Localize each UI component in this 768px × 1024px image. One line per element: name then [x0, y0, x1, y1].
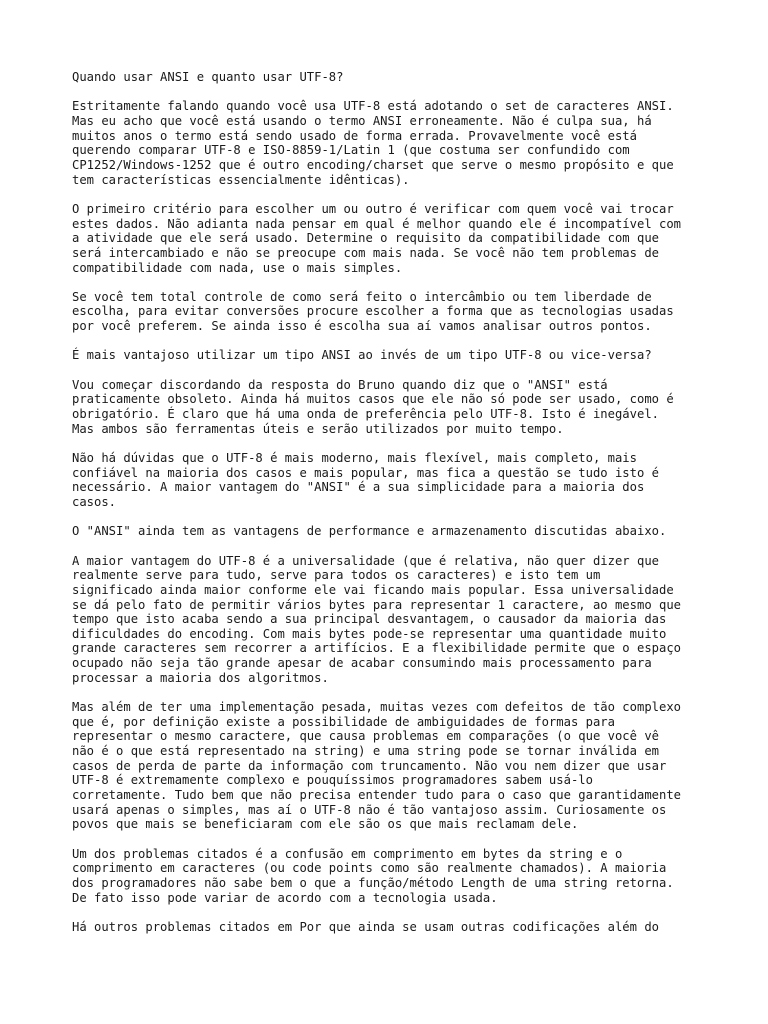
text-line: compatibilidade com nada, use o mais simples.	[72, 260, 403, 275]
text-line: Vou começar discordando da resposta do Bruno quando diz que o "ANSI" está	[72, 377, 608, 392]
text-line: Há outros problemas citados em Por que ainda se usam outras codificações além do	[72, 919, 659, 934]
text-line: escolha, para evitar conversões procure escolher a forma que as tecnologias usadas	[72, 304, 674, 319]
text-line: será intercambiado e não se preocupe com mais nada. Se você não tem problemas de	[72, 245, 659, 260]
text-line: realmente serve para tudo, serve para todos os caracteres) e isto tem um	[72, 568, 601, 583]
text-line: tem características essencialmente idênticas).	[72, 172, 410, 187]
text-line: a atividade que ele será usado. Determine o requisito da compatibilidade com que	[72, 231, 659, 246]
text-line: Um dos problemas citados é a confusão em comprimento em bytes da string e o	[72, 846, 623, 861]
text-line: ocupado não seja tão grande apesar de acabar consumindo mais processamento para	[72, 656, 652, 671]
paragraph	[72, 202, 712, 275]
text-line: dos programadores não sabe bem o que a função/método Length de uma string retorna.	[72, 875, 674, 890]
paragraph	[72, 451, 712, 510]
text-line: Mas ambos são ferramentas úteis e serão utilizados por muito tempo.	[72, 421, 564, 436]
text-line: usará apenas o simples, mas aí o UTF-8 não é tão vantajoso assim. Curiosamente os	[72, 802, 667, 817]
text-line: querendo comparar UTF-8 e ISO-8859-1/Latin 1 (que costuma ser confundido com	[72, 143, 630, 158]
text-line: muitos anos o termo está sendo usado de forma errada. Provavelmente você está	[72, 128, 637, 143]
document-body	[72, 70, 712, 949]
text-line: processar a maioria dos algoritmos.	[72, 670, 329, 685]
text-line: A maior vantagem do UTF-8 é a universalidade (que é relativa, não quer dizer que	[72, 553, 659, 568]
text-line: O primeiro critério para escolher um ou outro é verificar com quem você vai trocar	[72, 201, 674, 216]
text-line: Quando usar ANSI e quanto usar UTF-8?	[72, 70, 344, 84]
text-line: O "ANSI" ainda tem as vantagens de performance e armazenamento discutidas abaixo.	[72, 524, 667, 539]
paragraph	[72, 378, 712, 437]
text-line: Mas além de ter uma implementação pesada, muitas vezes com defeitos de tão complexo	[72, 700, 682, 715]
text-line: praticamente obsoleto. Ainda há muitos casos que ele não só pode ser usado, como é	[72, 392, 674, 407]
text-line: Se você tem total controle de como será feito o intercâmbio ou tem liberdade de	[72, 289, 652, 304]
text-line: se dá pelo fato de permitir vários bytes para representar 1 caractere, ao mesmo que	[72, 597, 682, 612]
text-line: representar o mesmo caractere, que causa problemas em comparações (o que você vê	[72, 729, 659, 744]
text-line: significado ainda maior conforme ele vai ficando mais popular. Essa universalidade	[72, 582, 674, 597]
text-line: É mais vantajoso utilizar um tipo ANSI ao invés de um tipo UTF-8 ou vice-versa?	[72, 348, 652, 363]
paragraph	[72, 99, 712, 187]
text-line: CP1252/Windows-1252 que é outro encoding/charset que serve o mesmo propósito e que	[72, 157, 674, 172]
text-line: Não há dúvidas que o UTF-8 é mais moderno, mais flexível, mais completo, mais	[72, 450, 637, 465]
text-line: Estritamente falando quando você usa UTF-8 está adotando o set de caracteres ANSI.	[72, 99, 674, 114]
text-line: comprimento em caracteres (ou code points como são realmente chamados). A maioria	[72, 861, 667, 876]
paragraph	[72, 554, 712, 686]
text-line: por você preferem. Se ainda isso é escolha sua aí vamos analisar outros pontos.	[72, 319, 652, 334]
paragraph	[72, 700, 712, 832]
text-line: tempo que isto acaba sendo a sua principal desvantagem, o causador da maioria das	[72, 612, 667, 627]
text-line: estes dados. Não adianta nada pensar em qual é melhor quando ele é incompatível com	[72, 216, 682, 231]
paragraph	[72, 70, 712, 85]
paragraph	[72, 847, 712, 906]
paragraph	[72, 524, 712, 539]
paragraph	[72, 290, 712, 334]
text-line: necessário. A maior vantagem do "ANSI" é a sua simplicidade para a maioria dos	[72, 480, 645, 495]
text-line: que é, por definição existe a possibilidade de ambiguidades de formas para	[72, 714, 615, 729]
text-line: casos.	[72, 494, 117, 509]
text-line: povos que mais se beneficiaram com ele são os que mais reclamam dele.	[72, 817, 579, 832]
text-line: corretamente. Tudo bem que não precisa entender tudo para o caso que garantidamente	[72, 788, 682, 803]
paragraph	[72, 348, 712, 363]
text-line: UTF-8 é extremamente complexo e pouquíssimos programadores sabem usá-lo	[72, 773, 593, 788]
text-line: Mas eu acho que você está usando o termo ANSI erroneamente. Não é culpa sua, há	[72, 113, 652, 128]
text-line: casos de perda de parte da informação com truncamento. Não vou nem dizer que usar	[72, 758, 667, 773]
text-line: obrigatório. É claro que há uma onda de preferência pelo UTF-8. Isto é inegável.	[72, 407, 659, 422]
text-line: dificuldades do encoding. Com mais bytes pode-se representar uma quantidade muito	[72, 626, 667, 641]
text-line: grande caracteres sem recorrer a artifícios. E a flexibilidade permite que o espaço	[72, 641, 682, 656]
text-line: não é o que está representado na string) e uma string pode se tornar inválida em	[72, 744, 659, 759]
text-line: confiável na maioria dos casos e mais popular, mas fica a questão se tudo isto é	[72, 465, 659, 480]
paragraph	[72, 920, 712, 935]
text-line: De fato isso pode variar de acordo com a tecnologia usada.	[72, 890, 498, 905]
